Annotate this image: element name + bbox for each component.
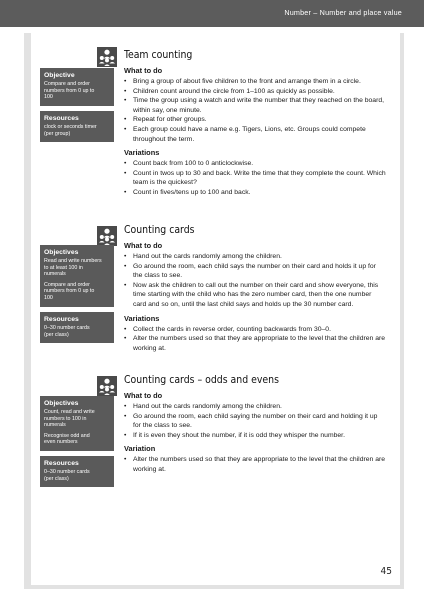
resources-label: Resources [44, 115, 79, 122]
variations-list [124, 325, 386, 354]
group-activity-icon [97, 376, 117, 396]
list-item: • Go around the room, each child saying the number on their card and holding it up for the class to see. [124, 412, 386, 431]
objective-line: numbers from 0 up to [44, 288, 95, 295]
objective-line: numbers to 100 in [44, 415, 87, 422]
what-to-do-list [124, 77, 386, 144]
what-to-do-heading: What to do [124, 66, 163, 75]
objective-box [40, 245, 114, 307]
list-item: • Count in fives/tens up to 100 and back. [124, 188, 386, 198]
variations-list [124, 159, 386, 197]
objective-line: Count, read and write [44, 409, 95, 415]
header-bar [0, 0, 424, 27]
list-item: • Collect the cards in reverse order, counting backwards from 30–0. [124, 325, 386, 335]
what-to-do-heading: What to do [124, 241, 163, 250]
list-item: • Bring a group of about five children to the front and arrange them in a circle. [124, 77, 386, 87]
list-item: • Hand out the cards randomly among the children. [124, 402, 386, 412]
objective-box [40, 396, 114, 451]
objective-line: numerals [44, 422, 66, 429]
resources-line: 0–30 number cards [44, 469, 90, 475]
list-item: • Each group could have a name e.g. Tigers, Lions, etc. Groups could compete throughout the term. [124, 125, 386, 144]
objective-line: Compare and order [44, 81, 90, 87]
list-item: • Now ask the children to call out the number on their card and show everyone, this time starting with the child who has the zero number card, then the one number card and so on, until the last child says and holds up the 30 number card. [124, 281, 386, 310]
list-item: • Count in twos up to 30 and back. Write the time that they complete the count. Which team is the quickest? [124, 169, 386, 188]
variations-list [124, 455, 386, 474]
objective-line: Compare and order [44, 281, 90, 288]
resources-box [40, 312, 114, 343]
group-activity-icon [97, 226, 117, 246]
objective-label: Objectives [44, 400, 79, 407]
objective-line: 100 [44, 94, 53, 101]
page-number: 45 [380, 566, 392, 577]
variations-heading: Variation [124, 444, 156, 454]
header-title: Number – Number and place value [284, 8, 402, 17]
resources-line: (per class) [44, 331, 69, 338]
list-item: • Alter the numbers used so that they are appropriate to the level that the children are working at. [124, 455, 386, 474]
variations-heading: Variations [124, 148, 160, 158]
list-item: • Hand out the cards randomly among the children. [124, 252, 386, 262]
list-item: • If it is even they shout the number, if it is odd they whisper the number. [124, 431, 386, 441]
resources-label: Resources [44, 316, 79, 323]
activity-title: Counting cards – odds and evens [124, 374, 279, 386]
what-to-do-heading: What to do [124, 391, 163, 400]
list-item: • Alter the numbers used so that they are appropriate to the level that the children are working at. [124, 334, 386, 353]
resources-line: (per class) [44, 475, 69, 482]
list-item: • Children count around the circle from 1–100 as quickly as possible. [124, 87, 386, 97]
list-item: • Go around the room, each child says the number on their card and holds it up for the class to see. [124, 262, 386, 281]
objective-line: numerals [44, 271, 66, 278]
activity-title: Team counting [124, 49, 193, 61]
activity-title: Counting cards [124, 224, 195, 236]
resources-line: (per group) [44, 130, 71, 137]
list-item: • Repeat for other groups. [124, 115, 386, 125]
objective-label: Objectives [44, 249, 79, 256]
activity-content [124, 391, 386, 479]
what-to-do-list [124, 252, 386, 310]
objective-line: numbers from 0 up to [44, 87, 95, 94]
resources-line: 0–30 number cards [44, 325, 90, 331]
objective-line: 100 [44, 294, 53, 301]
objective-line: even numbers [44, 439, 78, 446]
activity-content [124, 66, 386, 202]
list-item: • Time the group using a watch and write the number that they reached on the board, within say, one minute. [124, 96, 386, 115]
objective-box [40, 68, 114, 106]
activity-content [124, 241, 386, 357]
resources-box [40, 111, 114, 142]
group-activity-icon [97, 47, 117, 67]
resources-line: clock or seconds timer [44, 124, 97, 130]
objective-line: Read and write numbers [44, 258, 102, 264]
resources-label: Resources [44, 460, 79, 467]
list-item: • Count back from 100 to 0 anticlockwise. [124, 159, 386, 169]
resources-box [40, 456, 114, 487]
what-to-do-list [124, 402, 386, 440]
objective-line: to at least 100 in [44, 264, 83, 271]
variations-heading: Variations [124, 313, 160, 323]
objective-line: Recognise odd and [44, 432, 90, 439]
objective-label: Objective [44, 72, 75, 79]
